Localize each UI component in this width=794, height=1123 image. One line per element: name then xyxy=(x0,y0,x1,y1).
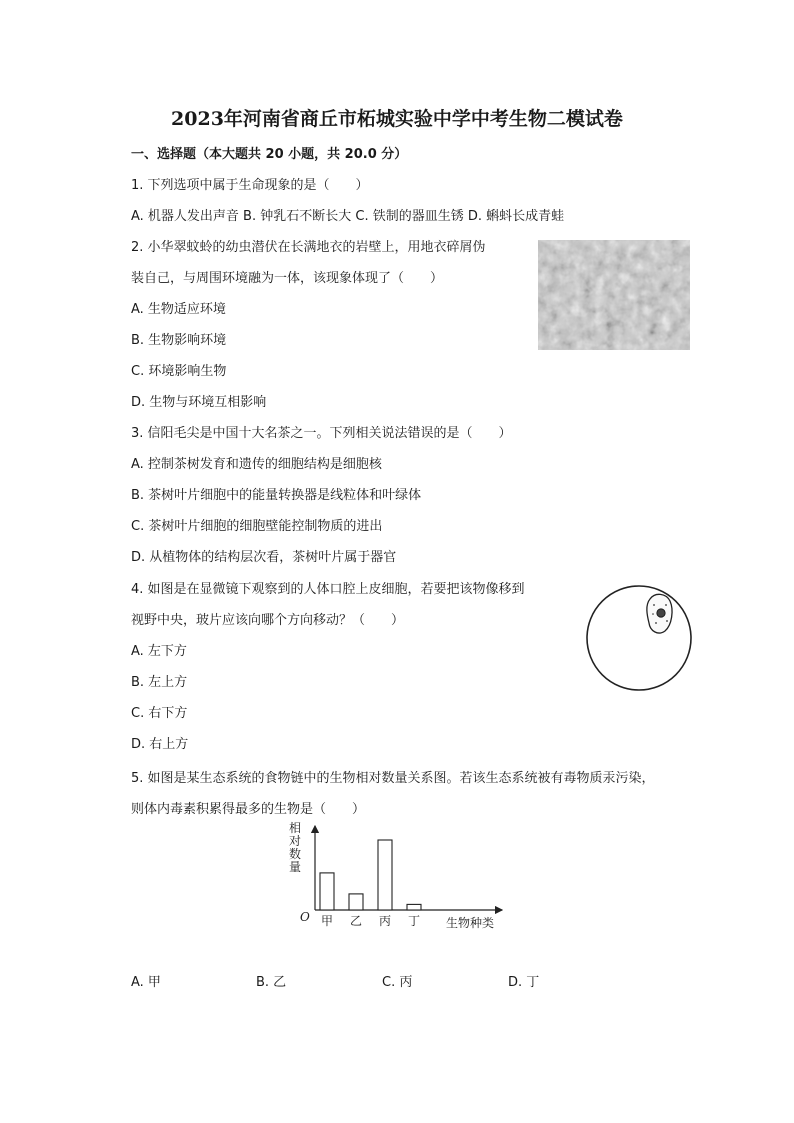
q5-stem-line2: 则体内毒素积累得最多的生物是（ ） xyxy=(131,802,366,817)
bar-2 xyxy=(349,894,363,910)
q1-options: A. 机器人发出声音 B. 钟乳石不断长大 C. 铁制的器皿生锈 D. 蝌蚪长成青蛙 xyxy=(131,209,565,224)
q2-option-c: C. 环境影响生物 xyxy=(131,364,227,379)
q4-option-c: C. 右下方 xyxy=(131,706,188,721)
y-label-char: 数 xyxy=(289,847,302,861)
category-label-1: 甲 xyxy=(320,914,334,928)
q5-option-d: D. 丁 xyxy=(508,975,540,990)
q5-stem-line1: 5. 如图是某生态系统的食物链中的生物相对数量关系图。若该生态系统被有毒物质汞污染， xyxy=(131,771,655,786)
q4-option-a: A. 左下方 xyxy=(131,644,187,659)
q4-option-d: D. 右上方 xyxy=(131,737,189,752)
bar-chart-svg xyxy=(280,820,510,935)
bars-group xyxy=(320,840,421,910)
y-label-char: 量 xyxy=(289,860,302,874)
q4-stem-line1: 4. 如图是在显微镜下观察到的人体口腔上皮细胞，若要把该物像移到 xyxy=(131,582,525,597)
q5-option-a: A. 甲 xyxy=(131,975,161,990)
q2-option-b: B. 生物影响环境 xyxy=(131,333,227,348)
food-chain-bar-chart xyxy=(280,820,510,935)
q3-option-a: A. 控制茶树发育和遗传的细胞结构是细胞核 xyxy=(131,457,382,472)
q2-option-a: A. 生物适应环境 xyxy=(131,302,226,317)
q1-stem: 1. 下列选项中属于生命现象的是（ ） xyxy=(131,178,369,193)
y-label-char: 对 xyxy=(289,834,302,848)
q3-option-b: B. 茶树叶片细胞中的能量转换器是线粒体和叶绿体 xyxy=(131,488,422,503)
q3-option-d: D. 从植物体的结构层次看，茶树叶片属于器官 xyxy=(131,550,397,565)
q2-stem-line2: 装自己，与周围环境融为一体，该现象体现了（ ） xyxy=(131,271,444,286)
q4-stem-line2: 视野中央，玻片应该向哪个方向移动？（ ） xyxy=(131,613,405,628)
origin-label: O xyxy=(300,910,310,924)
category-label-4: 丁 xyxy=(407,914,421,928)
q5-option-c: C. 丙 xyxy=(382,975,413,990)
q2-stem-line1: 2. 小华翠蚊蛉的幼虫潜伏在长满地衣的岩壁上，用地衣碎屑伪 xyxy=(131,240,486,255)
q4-option-b: B. 左上方 xyxy=(131,675,188,690)
q3-stem: 3. 信阳毛尖是中国十大名茶之一。下列相关说法错误的是（ ） xyxy=(131,426,512,441)
category-label-2: 乙 xyxy=(349,914,363,928)
epithelial-cell xyxy=(647,594,672,633)
lichen-photo xyxy=(538,240,690,350)
q2-option-d: D. 生物与环境互相影响 xyxy=(131,395,267,410)
bar-3 xyxy=(378,840,392,910)
q3-option-c: C. 茶树叶片细胞的细胞壁能控制物质的进出 xyxy=(131,519,383,534)
y-label-char: 相 xyxy=(289,821,302,835)
field-of-view-circle xyxy=(587,586,691,690)
bar-4 xyxy=(407,904,421,910)
category-label-3: 丙 xyxy=(378,914,392,928)
page-title: 2023年河南省商丘市柘城实验中学中考生物二模试卷 xyxy=(171,108,623,130)
section-heading: 一、选择题（本大题共 20 小题，共 20.0 分） xyxy=(131,147,408,162)
microscope-view-figure xyxy=(584,583,694,693)
x-axis-label: 生物种类 xyxy=(446,916,495,930)
q5-option-b: B. 乙 xyxy=(256,975,287,990)
bar-1 xyxy=(320,873,334,910)
y-label-char-1 xyxy=(289,820,301,874)
category-labels-group xyxy=(321,914,420,928)
